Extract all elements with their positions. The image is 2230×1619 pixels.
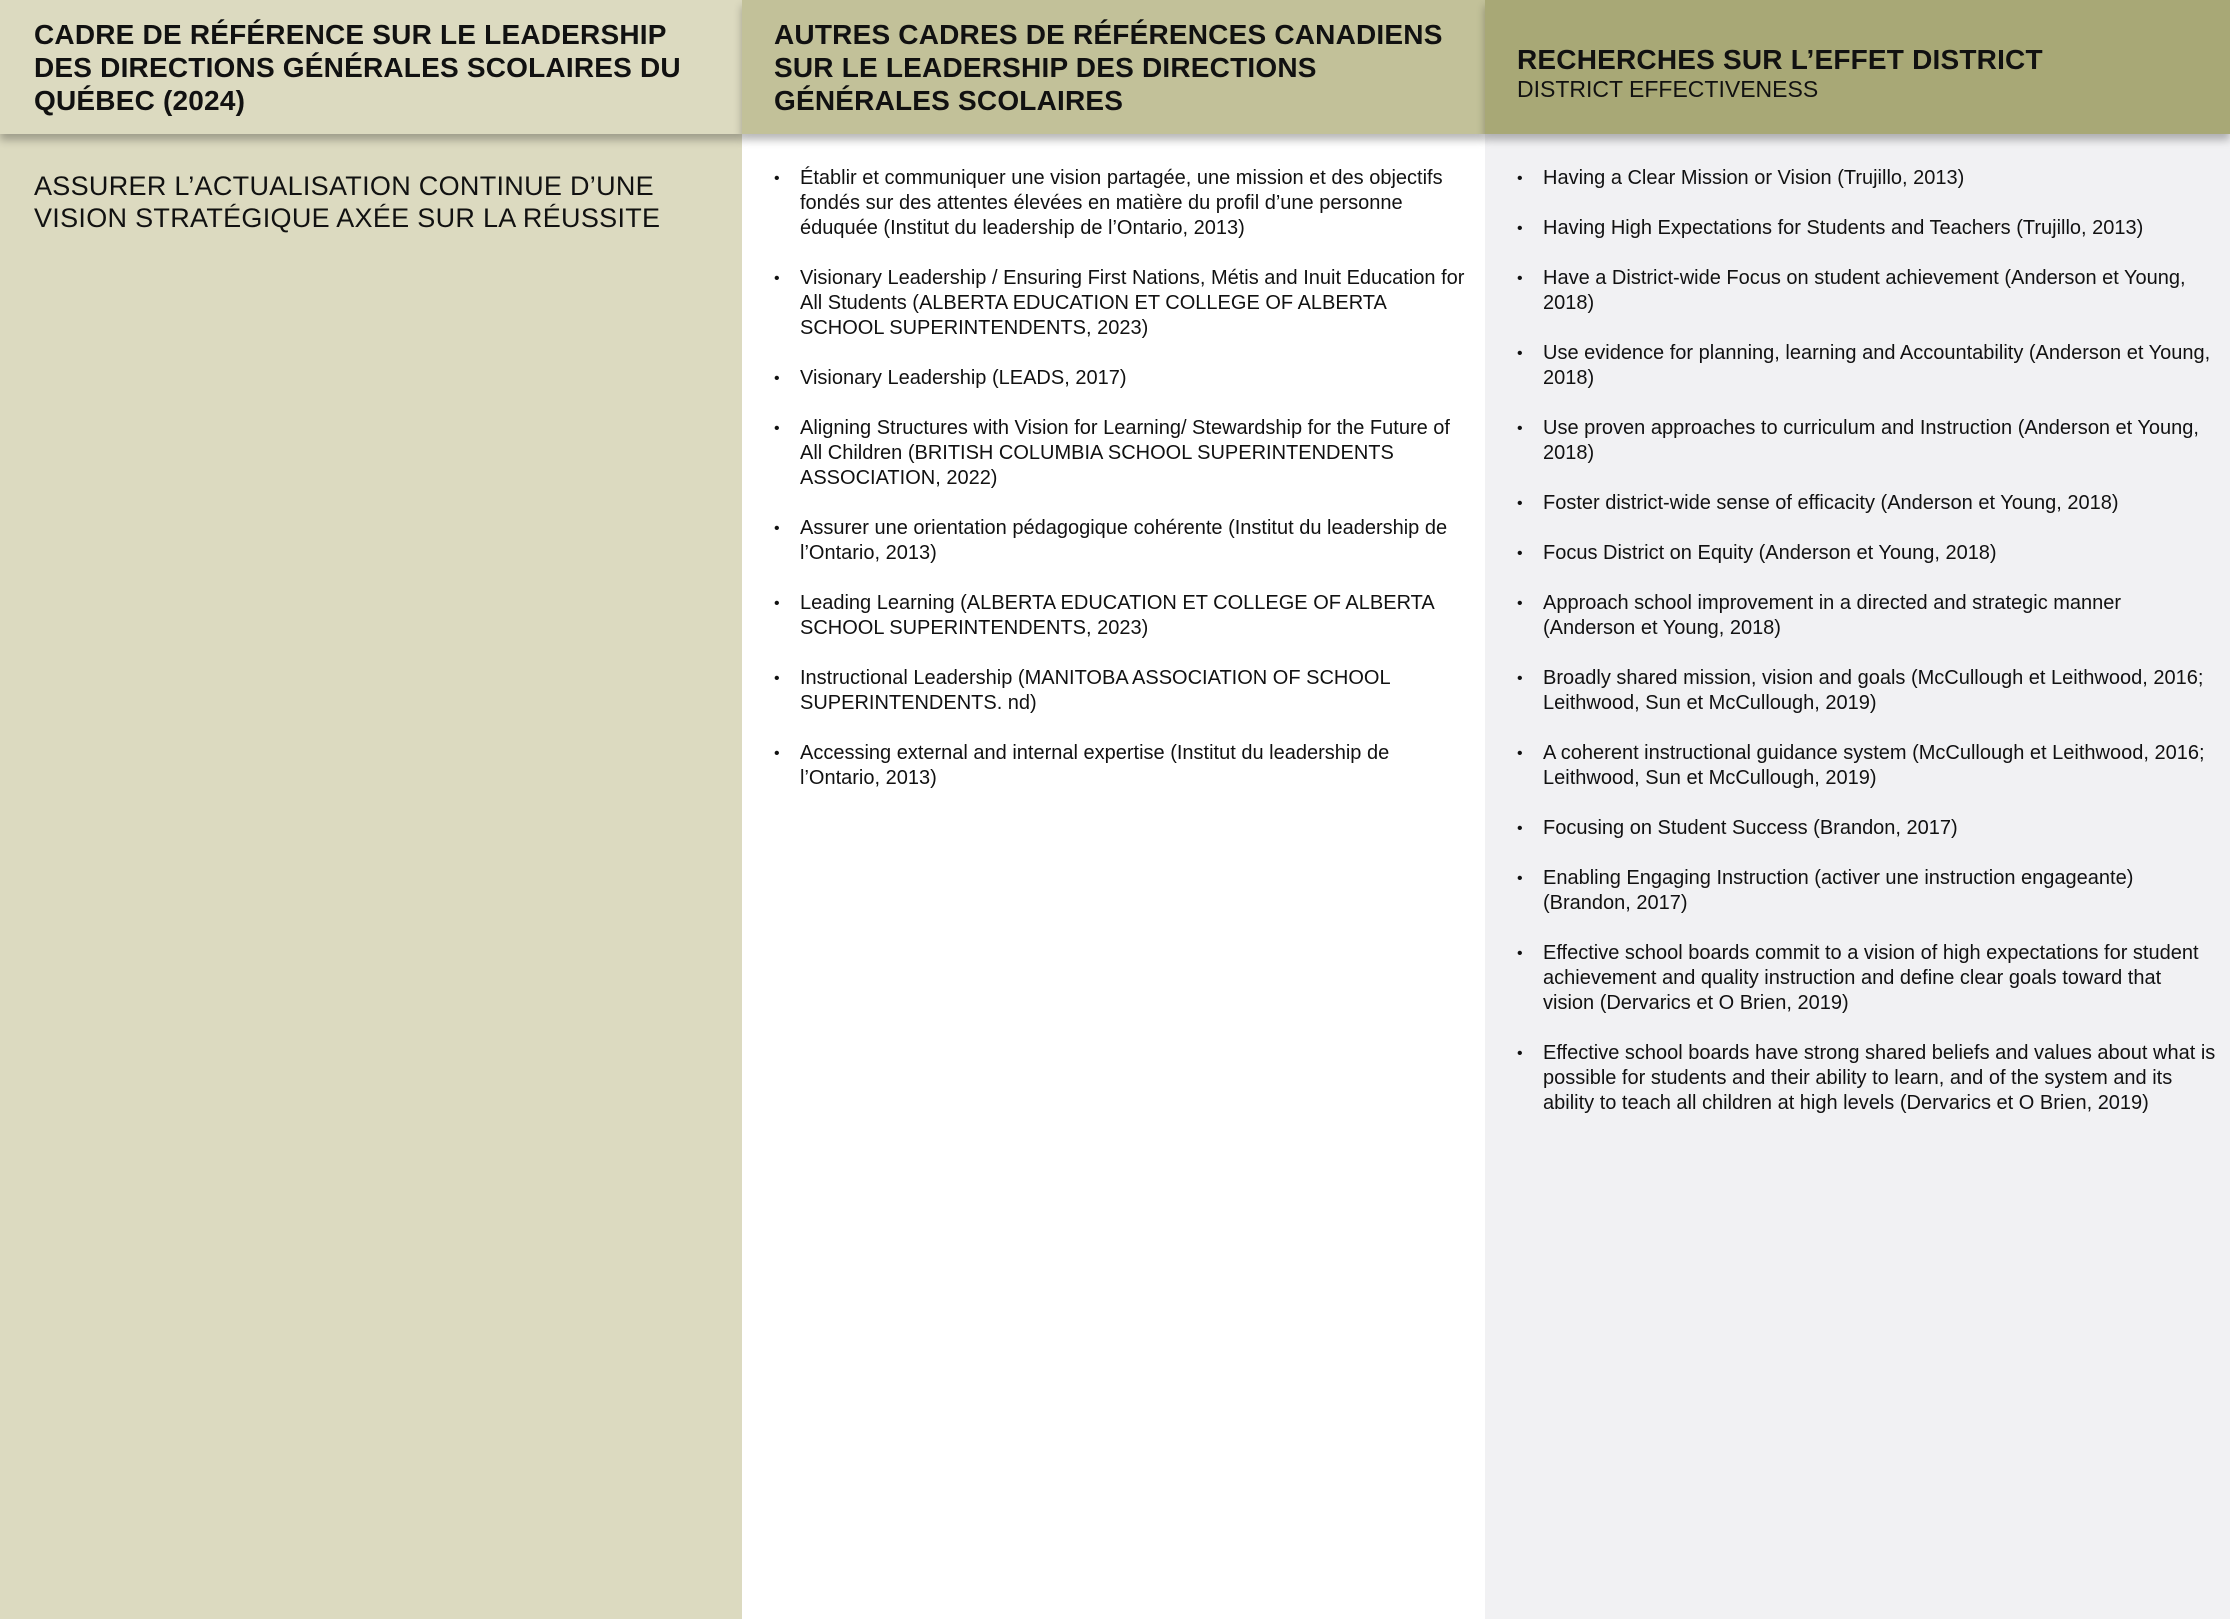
list-item-text: Instructional Leadership (MANITOBA ASSOCIATION OF SCHOOL SUPERINTENDENTS. nd)	[800, 667, 1390, 714]
list-item-text: Enabling Engaging Instruction (activer une instruction engageante) (Brandon, 2017)	[1543, 867, 2134, 914]
list-item-text: Effective school boards have strong shared beliefs and values about what is possible for students and their ability to learn, and of the system and its ability to teach all children at high levels (Dervarics et O Brien, 2019)	[1543, 1042, 2216, 1114]
bullet-icon: •	[1517, 170, 1523, 187]
column-header-title: CADRE DE RÉFÉRENCE SUR LE LEADERSHIP DES DIRECTIONS GÉNÉRALES SCOLAIRES DU QUÉBEC (2024)	[34, 18, 681, 116]
column-header-title: RECHERCHES SUR L’EFFET DISTRICT	[1517, 44, 2043, 75]
bullet-icon: •	[1517, 670, 1523, 687]
list-item	[1515, 216, 2216, 241]
column-header	[742, 0, 1485, 134]
column-body	[742, 134, 1485, 791]
list-item	[1515, 341, 2216, 391]
list-item-text: Use proven approaches to curriculum and Instruction (Anderson et Young, 2018)	[1543, 417, 2199, 464]
column-header-subtitle: DISTRICT EFFECTIVENESS	[1517, 76, 1819, 102]
list-item	[772, 166, 1471, 241]
column-header	[1485, 0, 2230, 134]
list-item	[1515, 491, 2216, 516]
list-item-text: Foster district-wide sense of efficacity (Anderson et Young, 2018)	[1543, 492, 2119, 514]
list-item	[1515, 666, 2216, 716]
column-body	[0, 134, 742, 234]
bullet-icon: •	[1517, 545, 1523, 562]
list-item	[772, 666, 1471, 716]
list-item	[1515, 541, 2216, 566]
section-heading: ASSURER L’ACTUALISATION CONTINUE D’UNE VISION STRATÉGIQUE AXÉE SUR LA RÉUSSITE	[34, 171, 661, 233]
reference-list	[1515, 166, 2216, 1116]
list-item	[1515, 1041, 2216, 1116]
bullet-icon: •	[1517, 220, 1523, 237]
list-item-text: Effective school boards commit to a vision of high expectations for student achievement and quality instruction and define clear goals toward that vision (Dervarics et O Brien, 2019)	[1543, 942, 2199, 1014]
list-item-text: Assurer une orientation pédagogique cohérente (Institut du leadership de l’Ontario, 2013)	[800, 517, 1448, 564]
list-item	[1515, 816, 2216, 841]
bullet-icon: •	[774, 420, 780, 437]
list-item	[1515, 266, 2216, 316]
list-item	[772, 366, 1471, 391]
list-item	[1515, 941, 2216, 1016]
list-item-text: A coherent instructional guidance system (McCullough et Leithwood, 2016; Leithwood, Sun et McCullough, 2019)	[1543, 742, 2205, 789]
reference-list	[772, 166, 1471, 791]
list-item	[772, 741, 1471, 791]
list-item-text: Broadly shared mission, vision and goals (McCullough et Leithwood, 2016; Leithwood, Sun et McCullough, 2019)	[1543, 667, 2204, 714]
list-item	[1515, 741, 2216, 791]
bullet-icon: •	[774, 270, 780, 287]
list-item	[1515, 866, 2216, 916]
column-body	[1485, 134, 2230, 1116]
list-item-text: Focusing on Student Success (Brandon, 2017)	[1543, 817, 1958, 839]
column-header-title: AUTRES CADRES DE RÉFÉRENCES CANADIENS SUR LE LEADERSHIP DES DIRECTIONS GÉNÉRALES SCOLAIRES	[774, 18, 1443, 116]
list-item-text: Aligning Structures with Vision for Learning/ Stewardship for the Future of All Children (BRITISH COLUMBIA SCHOOL SUPERINTENDENTS ASSOCIATION, 2022)	[800, 417, 1450, 489]
column-district-research	[1485, 0, 2230, 1619]
bullet-icon: •	[1517, 745, 1523, 762]
list-item	[772, 516, 1471, 566]
list-item-text: Leading Learning (ALBERTA EDUCATION ET COLLEGE OF ALBERTA SCHOOL SUPERINTENDENTS, 2023)	[800, 592, 1434, 639]
bullet-icon: •	[1517, 345, 1523, 362]
bullet-icon: •	[774, 370, 780, 387]
bullet-icon: •	[774, 745, 780, 762]
bullet-icon: •	[1517, 870, 1523, 887]
bullet-icon: •	[774, 595, 780, 612]
list-item-text: Approach school improvement in a directed and strategic manner (Anderson et Young, 2018)	[1543, 592, 2122, 639]
bullet-icon: •	[1517, 495, 1523, 512]
list-item-text: Have a District-wide Focus on student achievement (Anderson et Young, 2018)	[1543, 267, 2186, 314]
bullet-icon: •	[1517, 595, 1523, 612]
list-item-text: Visionary Leadership / Ensuring First Nations, Métis and Inuit Education for All Students (ALBERTA EDUCATION ET COLLEGE OF ALBERTA SCHOOL SUPERINTENDENTS, 2023)	[800, 267, 1465, 339]
column-header	[0, 0, 742, 134]
list-item-text: Use evidence for planning, learning and Accountability (Anderson et Young, 2018)	[1543, 342, 2211, 389]
list-item-text: Having a Clear Mission or Vision (Trujillo, 2013)	[1543, 167, 1965, 189]
list-item-text: Visionary Leadership (LEADS, 2017)	[800, 367, 1127, 389]
list-item	[1515, 416, 2216, 466]
list-item-text: Focus District on Equity (Anderson et Young, 2018)	[1543, 542, 1997, 564]
list-item	[772, 591, 1471, 641]
list-item-text: Having High Expectations for Students and Teachers (Trujillo, 2013)	[1543, 217, 2144, 239]
bullet-icon: •	[774, 520, 780, 537]
list-item-text: Établir et communiquer une vision partagée, une mission et des objectifs fondés sur des attentes élevées en matière du profil d’une personne éduquée (Institut du leadership de l’Ontario, 2013)	[800, 167, 1443, 239]
bullet-icon: •	[1517, 1045, 1523, 1062]
bullet-icon: •	[1517, 420, 1523, 437]
bullet-icon: •	[774, 670, 780, 687]
list-item	[772, 416, 1471, 491]
list-item	[772, 266, 1471, 341]
list-item	[1515, 591, 2216, 641]
bullet-icon: •	[1517, 270, 1523, 287]
column-canadian-frameworks	[742, 0, 1485, 1619]
list-item	[1515, 166, 2216, 191]
column-quebec-framework	[0, 0, 742, 1619]
list-item-text: Accessing external and internal expertise (Institut du leadership de l’Ontario, 2013)	[800, 742, 1390, 789]
bullet-icon: •	[774, 170, 780, 187]
bullet-icon: •	[1517, 945, 1523, 962]
bullet-icon: •	[1517, 820, 1523, 837]
